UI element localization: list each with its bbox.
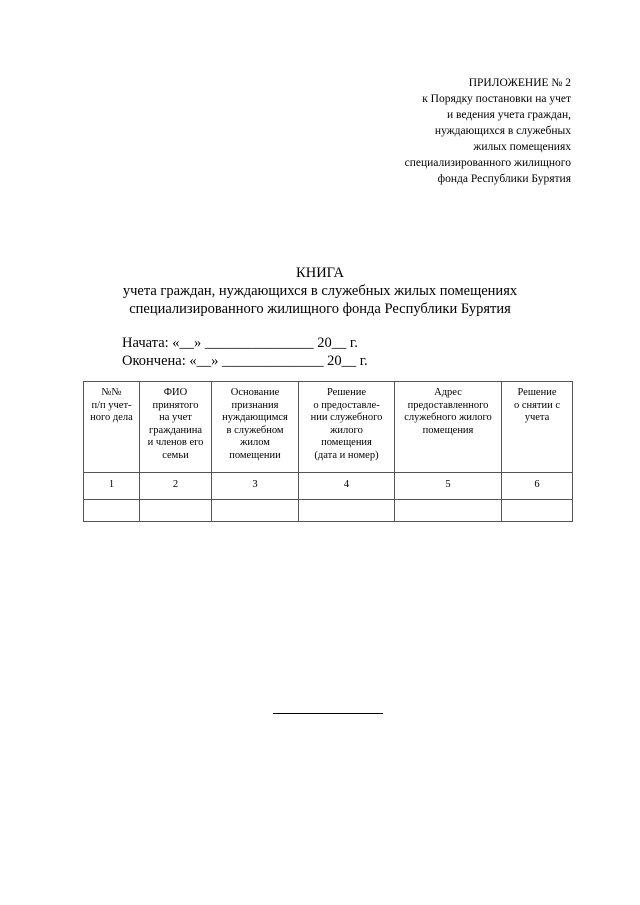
column-number: 2 — [140, 473, 212, 500]
ended-date: Окончена: «__» ______________ 20__ г. — [122, 353, 368, 369]
title-heading: КНИГА — [296, 265, 344, 281]
appendix-line: и ведения учета граждан, — [446, 109, 571, 121]
started-date: Начата: «__» _______________ 20__ г. — [122, 335, 358, 351]
column-number: 6 — [502, 473, 573, 500]
column-number: 1 — [84, 473, 140, 500]
dates-block — [122, 334, 368, 370]
footer-divider — [273, 713, 383, 714]
table-row — [84, 500, 573, 522]
header-cell-decision-grant: Решение о предоставле- нии служебного жилого помещения (дата и номер) — [299, 382, 395, 473]
empty-cell — [395, 500, 502, 522]
empty-cell — [502, 500, 573, 522]
appendix-block — [405, 75, 571, 187]
document-title — [0, 264, 640, 318]
column-number: 3 — [212, 473, 299, 500]
title-line-2: специализированного жилищного фонда Республики Бурятия — [129, 301, 511, 317]
header-cell-case-number: №№ п/п учет- ного дела — [84, 382, 140, 473]
header-cell-full-name: ФИО принятого на учет гражданина и членов его семьи — [140, 382, 212, 473]
appendix-line: фонда Республики Бурятия — [437, 173, 571, 185]
appendix-line: нуждающихся в служебных — [434, 125, 571, 137]
empty-cell — [212, 500, 299, 522]
appendix-line: к Порядку постановки на учет — [422, 93, 571, 105]
appendix-line: специализированного жилищного — [404, 157, 571, 169]
appendix-line: жилых помещениях — [473, 141, 571, 153]
empty-cell — [299, 500, 395, 522]
table-number-row — [84, 473, 573, 500]
empty-cell — [140, 500, 212, 522]
column-number: 4 — [299, 473, 395, 500]
header-cell-address: Адрес предоставленного служебного жилого помещения — [395, 382, 502, 473]
empty-cell — [84, 500, 140, 522]
header-cell-decision-removal: Решение о снятии с учета — [502, 382, 573, 473]
book-table — [83, 381, 573, 522]
table-header-row — [84, 382, 573, 473]
header-cell-basis: Основание признания нуждающимся в служебном жилом помещении — [212, 382, 299, 473]
appendix-line: ПРИЛОЖЕНИЕ № 2 — [468, 77, 571, 89]
title-line-1: учета граждан, нуждающихся в служебных жилых помещениях — [122, 283, 518, 299]
column-number: 5 — [395, 473, 502, 500]
